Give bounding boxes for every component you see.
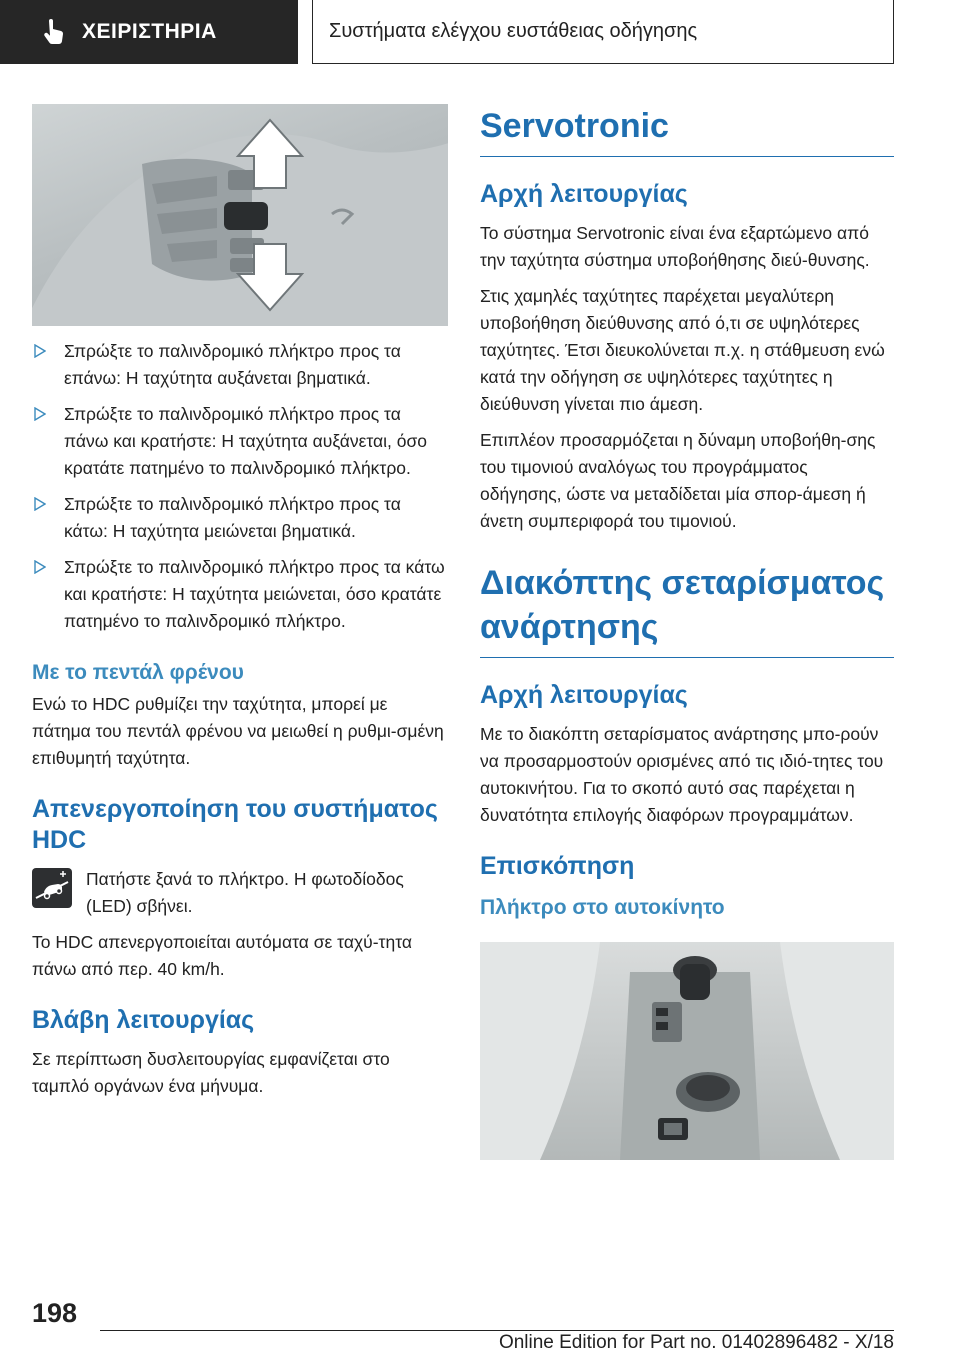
servotronic-principle-heading: Αρχή λειτουργίας bbox=[480, 180, 688, 208]
deactivate-hdc-row bbox=[32, 866, 448, 920]
deactivate-hdc-heading: Απενεργοποίηση του συστήματος HDC bbox=[32, 795, 438, 854]
list-item: Σπρώξτε το παλινδρομικό πλήκτρο προς τα κάτω και κρατήστε: Η ταχύτητα μειώνεται, όσο κρατάτε πατημένο το παλινδρομικό πλήκτρο. bbox=[32, 554, 448, 635]
triangle-bullet-icon bbox=[34, 560, 46, 574]
servotronic-title: Servotronic bbox=[480, 104, 894, 157]
servotronic-paragraph-1: Το σύστημα Servotronic είναι ένα εξαρτώμενο από την ταχύτητα σύστημα υποβοήθησης διεύ-θυνσης. bbox=[480, 223, 870, 270]
footer-divider bbox=[100, 1330, 894, 1331]
fault-text: Σε περίπτωση δυσλειτουργίας εμφανίζεται στο ταμπλό οργάνων ένα μήνυμα. bbox=[32, 1049, 390, 1096]
suspension-principle-heading: Αρχή λειτουργίας bbox=[480, 681, 688, 709]
deactivate-hdc-instruction: Πατήστε ξανά το πλήκτρο. Η φωτοδίοδος (LED) σβήνει. bbox=[86, 869, 404, 916]
center-console-image bbox=[480, 942, 894, 1160]
button-in-car-heading: Πλήκτρο στο αυτοκίνητο bbox=[480, 896, 725, 919]
chapter-title: Συστήματα ελέγχου ευστάθειας οδήγησης bbox=[312, 0, 894, 64]
rocker-instructions-list bbox=[32, 338, 448, 635]
triangle-bullet-icon bbox=[34, 497, 46, 511]
hill-descent-control-icon bbox=[32, 868, 72, 908]
servotronic-paragraph-3: Επιπλέον προσαρμόζεται η δύναμη υποβοήθη-σης του τιμονιού αναλόγως του προγράμματος οδήγησης, ώστε να μεταδίδεται μία σπορ-άμεση ή άνετη συμπεριφορά του τιμονιού. bbox=[480, 430, 876, 531]
overview-heading: Επισκόπηση bbox=[480, 852, 635, 880]
list-item: Σπρώξτε το παλινδρομικό πλήκτρο προς τα πάνω και κρατήστε: Η ταχύτητα αυξάνεται, όσο κρατάτε πατημένο το παλινδρομικό πλήκτρο. bbox=[32, 401, 448, 482]
center-console-illustration bbox=[480, 942, 894, 1160]
triangle-bullet-icon bbox=[34, 344, 46, 358]
page-number: 198 bbox=[32, 1298, 78, 1328]
deactivate-hdc-auto-text: Το HDC απενεργοποιείται αυτόματα σε ταχύ-τητα πάνω από περ. 40 km/h. bbox=[32, 932, 412, 979]
section-tab bbox=[0, 0, 298, 64]
brake-pedal-heading: Με το πεντάλ φρένου bbox=[32, 661, 244, 684]
suspension-switch-title: Διακόπτης σεταρίσματος ανάρτησης bbox=[480, 561, 894, 658]
brake-pedal-text: Ενώ το HDC ρυθμίζει την ταχύτητα, μπορεί με πάτημα του πεντάλ φρένου να μειωθεί η ρυθμι-σμένη επιθυμητή ταχύτητα. bbox=[32, 694, 444, 768]
fault-heading: Βλάβη λειτουργίας bbox=[32, 1006, 255, 1034]
suspension-paragraph-1: Με το διακόπτη σεταρίσματος ανάρτησης μπο-ρούν να προσαρμοστούν ορισμένες από τις ιδιό-τητες του αυτοκινήτου. Για το σκοπό αυτό σας παρέχεται η δυνατότητα επιλογής διαφόρων προγραμμάτων. bbox=[480, 724, 884, 825]
steering-wheel-illustration bbox=[32, 104, 448, 326]
servotronic-paragraph-2: Στις χαμηλές ταχύτητες παρέχεται μεγαλύτερη υποβοήθηση διεύθυνσης από ό,τι σε υψηλότερες ταχύτητες. Έτσι διευκολύνεται π.χ. η στάθμευση ενώ κατά την οδήγηση σε υψηλότερες ταχύτητες η διεύθυνση γίνεται πιο άμεση. bbox=[480, 286, 885, 414]
steering-wheel-rocker-image bbox=[32, 104, 448, 326]
right-column bbox=[480, 104, 894, 1160]
edition-text: Online Edition for Part no. 01402896482 - X/18 bbox=[498, 1332, 894, 1353]
pointing-hand-icon bbox=[40, 19, 66, 45]
section-label: ΧΕΙΡΙΣΤΗΡΙΑ bbox=[82, 20, 217, 43]
list-item: Σπρώξτε το παλινδρομικό πλήκτρο προς τα επάνω: Η ταχύτητα αυξάνεται βηματικά. bbox=[32, 338, 448, 392]
left-column bbox=[32, 104, 448, 1109]
triangle-bullet-icon bbox=[34, 407, 46, 421]
list-item: Σπρώξτε το παλινδρομικό πλήκτρο προς τα κάτω: Η ταχύτητα μειώνεται βηματικά. bbox=[32, 491, 448, 545]
